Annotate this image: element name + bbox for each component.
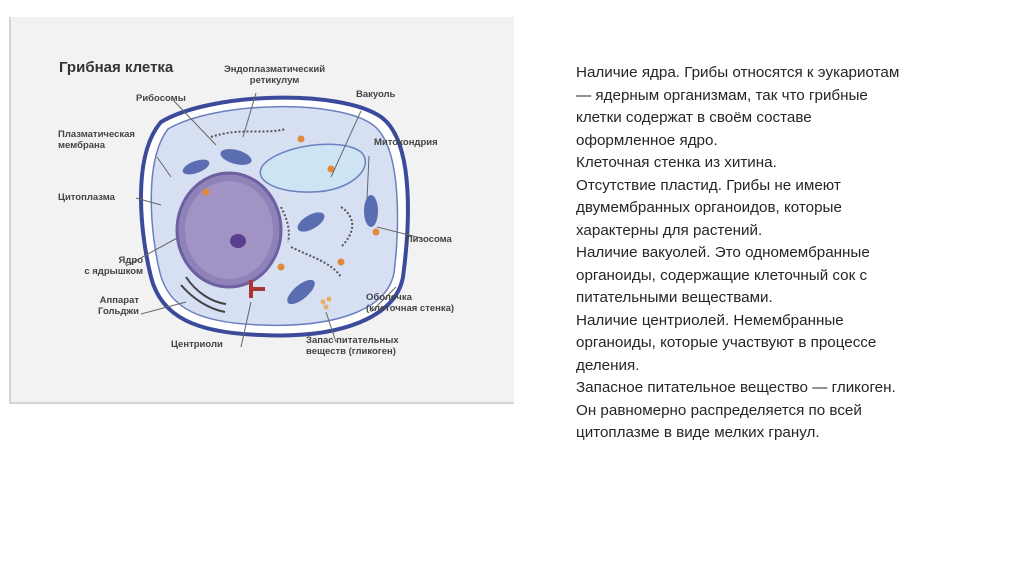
description-text — [576, 62, 976, 445]
glycogen — [324, 305, 329, 310]
text-line: Наличие центриолей. Немембранные — [576, 311, 844, 329]
text-line: Наличие ядра. Грибы относятся к эукариотам — [576, 64, 900, 81]
text-line: Запасное питательное вещество — гликоген. — [576, 379, 896, 396]
text-line: цитоплазме в виде мелких гранул. — [576, 424, 820, 441]
cell-wall-label: Оболочка (клеточная стенка) — [366, 292, 455, 314]
figure-title: Грибная клетка — [59, 59, 174, 76]
text-line: Отсутствие пластид. Грибы не имеют — [576, 176, 841, 194]
text-line: деления. — [576, 356, 640, 374]
text-line: Наличие вакуолей. Это одномембранные — [576, 244, 870, 261]
mitochondrion — [364, 195, 378, 227]
fungal-cell-figure — [9, 17, 514, 404]
centriole — [253, 287, 265, 291]
lysosome-label: Лизосома — [406, 234, 452, 245]
er-label: Эндоплазматический ретикулум — [224, 64, 326, 86]
lysosome — [203, 189, 210, 196]
text-line: органоиды, которые участвуют в процессе — [576, 334, 877, 351]
text-line: клетки содержат в своём составе — [576, 109, 812, 126]
lysosome — [278, 264, 285, 271]
vacuole-label: Вакуоль — [356, 89, 396, 100]
text-line: двумембранных органоидов, которые — [576, 199, 842, 216]
glycogen — [327, 297, 332, 302]
glycogen-label: Запас питательных веществ (гликоген) — [306, 335, 399, 357]
lysosome — [298, 136, 305, 143]
nucleus-inner — [185, 181, 273, 279]
lysosome — [373, 229, 380, 236]
mitochondria-label: Митохондрия — [374, 137, 438, 148]
text-line: органоиды, содержащие клеточный сок с — [576, 266, 868, 284]
text-line: характерны для растений. — [576, 221, 763, 239]
nucleolus — [230, 234, 246, 248]
text-line: — ядерным организмам, так что грибные — [576, 86, 868, 104]
centrioles-label: Центриоли — [171, 339, 223, 350]
glycogen — [321, 300, 326, 305]
text-line: Клеточная стенка из хитина. — [576, 154, 777, 171]
centriole — [249, 280, 253, 298]
plasma-membrane-label: Плазматическая мембрана — [58, 129, 135, 151]
cytoplasm-label: Цитоплазма — [58, 192, 115, 203]
lysosome — [338, 259, 345, 266]
nucleus-label: Ядро с ядрышком — [84, 255, 143, 277]
ribosomes-label: Рибосомы — [136, 93, 186, 104]
text-line: питательными веществами. — [576, 289, 773, 306]
text-line: Он равномерно распределяется по всей — [576, 401, 862, 419]
text-line: оформленное ядро. — [576, 131, 718, 149]
golgi-label: Аппарат Гольджи — [98, 295, 139, 317]
